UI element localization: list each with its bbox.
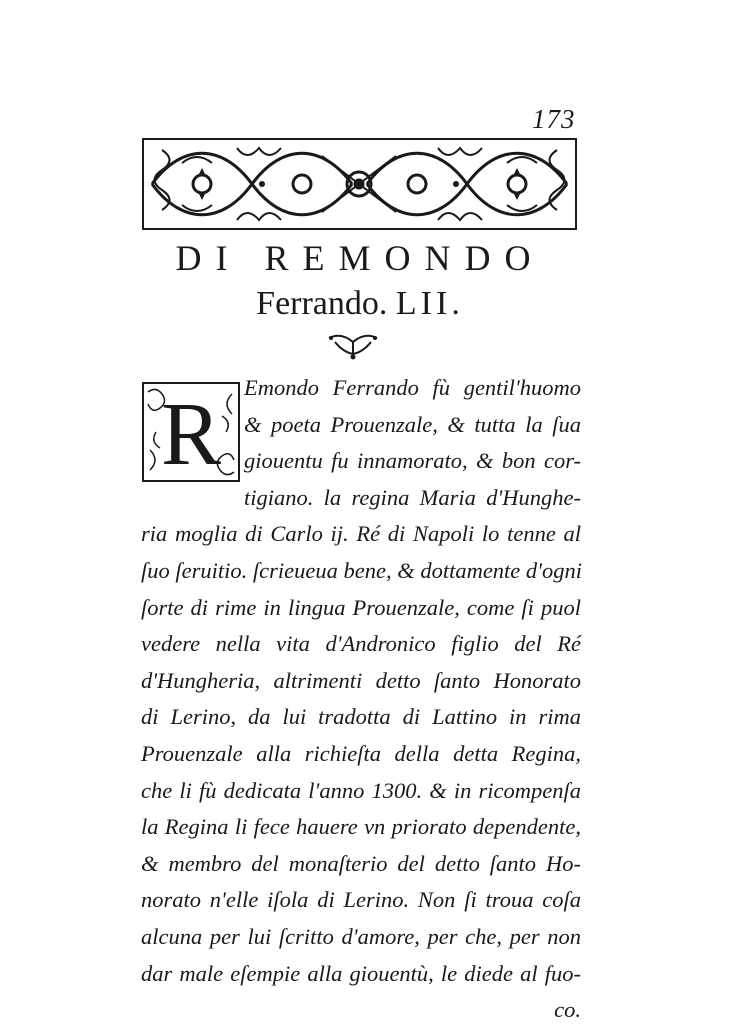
body-text: [141, 370, 581, 1029]
text-line: vedere nella vita d'Andronico figlio del Ré: [141, 631, 581, 657]
text-line: alcuna per lui ſcritto d'amore, per che, per non: [141, 923, 581, 949]
text-line: giouentu fu innamorato, & bon cor-: [244, 448, 581, 474]
text-line: di Lerino, da lui tradotta di Lattino in rima: [141, 704, 581, 730]
text-line: dar male eſempie alla giouentù, le diede al fuo-: [141, 960, 581, 986]
text-line: d'Hungheria, altrimenti detto ſanto Honorato: [141, 667, 581, 693]
text-line: & membro del monaſterio del detto ſanto Ho-: [141, 850, 581, 876]
chapter-subtitle: [150, 287, 570, 321]
text-line: ria moglia di Carlo ij. Ré di Napoli lo tenne al: [141, 521, 581, 547]
text-line: che li fù dedicata l'anno 1300. & in ricompenſa: [141, 777, 581, 803]
chapter-number: LII.: [395, 285, 464, 322]
text-line: norato n'elle iſola di Lerino. Non ſi troua coſa: [141, 887, 581, 913]
text-line: la Regina li fece hauere vn priorato dependente,: [141, 814, 581, 840]
text-line: ſorte di rime in lingua Prouenzale, come ſi puol: [141, 594, 581, 620]
text-line: co.: [554, 997, 581, 1023]
text-line: Prouenzale alla richieſta della detta Regina,: [141, 740, 581, 766]
subtitle-name: Ferrando.: [256, 285, 388, 322]
text-line: & poeta Prouenzale, & tutta la ſua: [244, 411, 581, 437]
text-line: ſuo ſeruitio. ſcrieueua bene, & dottamente d'ogni: [141, 557, 582, 583]
fleuron-ornament: [325, 330, 381, 360]
page-number: 173: [532, 104, 576, 134]
text-line: Emondo Ferrando fù gentil'huomo: [244, 375, 581, 400]
chapter-title: DI REMONDO: [175, 238, 545, 278]
dropcap-letter: R: [160, 385, 222, 482]
ornamental-headpiece: [142, 138, 577, 230]
text-line: tigiano. la regina Maria d'Hunghe-: [244, 484, 581, 510]
